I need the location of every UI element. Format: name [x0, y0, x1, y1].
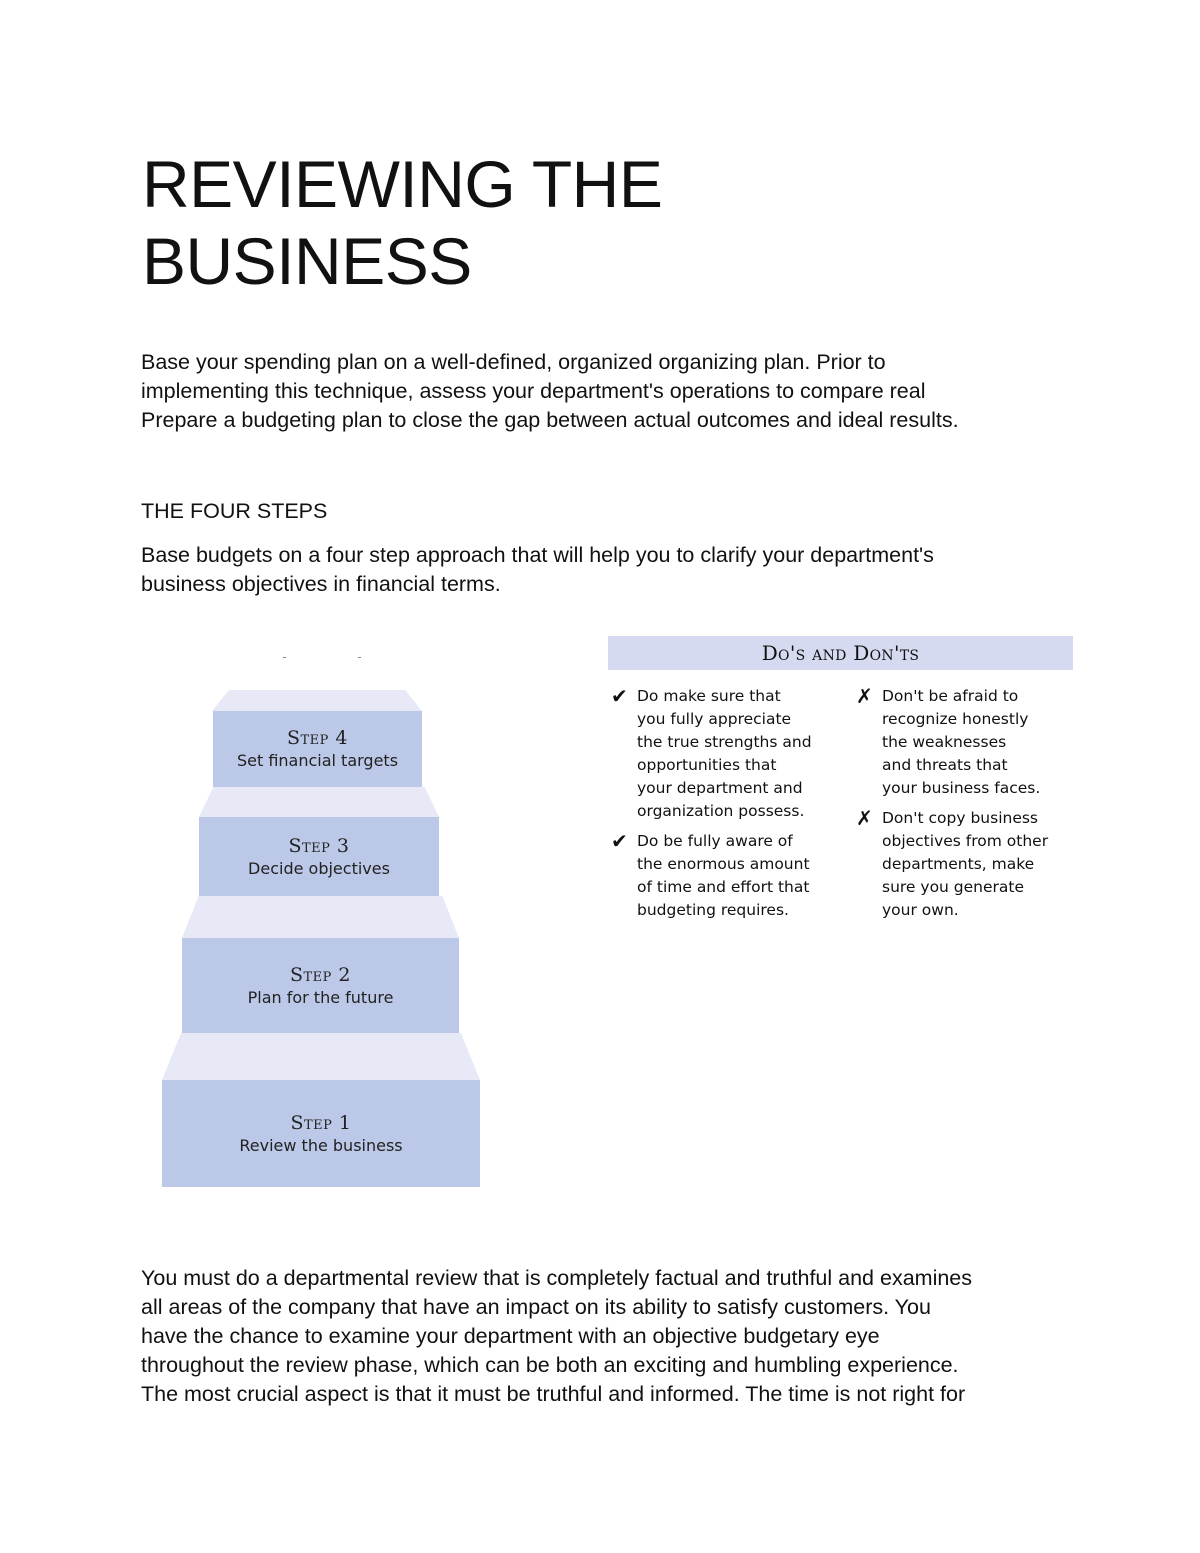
review-line: The most crucial aspect is that it must be truthful and informed. The time is not right for — [141, 1382, 966, 1406]
do-line: the true strengths and — [637, 733, 812, 751]
four-steps-line: Base budgets on a four step approach that will help you to clarify your department's — [141, 543, 934, 567]
do-item-2 — [611, 829, 837, 922]
dont-item-2 — [856, 806, 1082, 922]
review-paragraph — [141, 1264, 1061, 1409]
dont-line: Don't be afraid to — [882, 687, 1019, 705]
step-3-number: Step 3 — [288, 834, 350, 857]
do-line: of time and effort that — [637, 878, 810, 896]
do-line: organization possess. — [637, 802, 805, 820]
do-line: your department and — [637, 779, 803, 797]
review-line: all areas of the company that have an impact on its ability to satisfy customers. You — [141, 1295, 931, 1319]
dont-line: recognize honestly — [882, 710, 1029, 728]
intro-line: Prepare a budgeting plan to close the gap between actual outcomes and ideal results. — [141, 408, 959, 432]
do-line: opportunities that — [637, 756, 777, 774]
do-line: Do be fully aware of — [637, 832, 793, 850]
do-line: the enormous amount — [637, 855, 810, 873]
review-line: throughout the review phase, which can be both an exciting and humbling experience. — [141, 1353, 959, 1377]
intro-line: implementing this technique, assess your department's operations to compare real — [141, 379, 926, 403]
dont-line: Don't copy business — [882, 809, 1039, 827]
dont-line: your own. — [882, 901, 959, 919]
check-icon: ✔ — [611, 829, 628, 853]
page-title — [142, 146, 662, 300]
cross-icon: ✗ — [856, 806, 873, 830]
step-4-block — [213, 711, 422, 787]
cross-icon: ✗ — [856, 684, 873, 708]
step-4-label: Set financial targets — [236, 751, 399, 770]
dont-line: your business faces. — [882, 779, 1041, 797]
dont-line: sure you generate — [882, 878, 1025, 896]
step-1-number: Step 1 — [290, 1111, 352, 1134]
dont-line: departments, make — [882, 855, 1035, 873]
decorative-tick — [358, 657, 361, 658]
do-item-1 — [611, 684, 837, 823]
four-steps-line: business objectives in financial terms. — [141, 572, 501, 596]
page-title-line-2: BUSINESS — [142, 224, 472, 298]
review-line: have the chance to examine your department with an objective budgetary eye — [141, 1324, 880, 1348]
dos-donts-header: Do's and Don'ts — [608, 636, 1073, 670]
step-1-block — [162, 1080, 480, 1187]
page-title-line-1: REVIEWING THE — [142, 147, 663, 221]
stair-top-3 — [199, 787, 439, 817]
step-1-label: Review the business — [239, 1135, 403, 1155]
step-3-label: Decide objectives — [248, 858, 390, 878]
do-line: Do make sure that — [637, 687, 781, 705]
dont-item-1 — [856, 684, 1082, 800]
four-steps-heading: THE FOUR STEPS — [141, 499, 328, 523]
do-line: budgeting requires. — [637, 901, 789, 919]
review-line: You must do a departmental review that is completely factual and truthful and examines — [141, 1266, 973, 1290]
step-3-block — [199, 817, 439, 896]
stair-top-4 — [212, 690, 422, 711]
dont-line: objectives from other — [882, 832, 1049, 850]
do-line: you fully appreciate — [637, 710, 792, 728]
dont-line: the weaknesses — [882, 733, 1007, 751]
stair-top-1 — [162, 1033, 480, 1080]
dont-line: and threats that — [882, 756, 1008, 774]
check-icon: ✔ — [611, 684, 628, 708]
decorative-tick — [283, 657, 286, 658]
intro-paragraph — [141, 348, 1061, 435]
step-2-number: Step 2 — [289, 963, 352, 986]
stair-top-2 — [182, 896, 459, 938]
intro-line: Base your spending plan on a well-defined, organized organizing plan. Prior to — [141, 350, 886, 374]
four-steps-paragraph — [141, 541, 1061, 599]
step-2-block — [182, 938, 459, 1033]
step-2-label: Plan for the future — [247, 987, 394, 1007]
step-4-number: Step 4 — [286, 727, 349, 749]
